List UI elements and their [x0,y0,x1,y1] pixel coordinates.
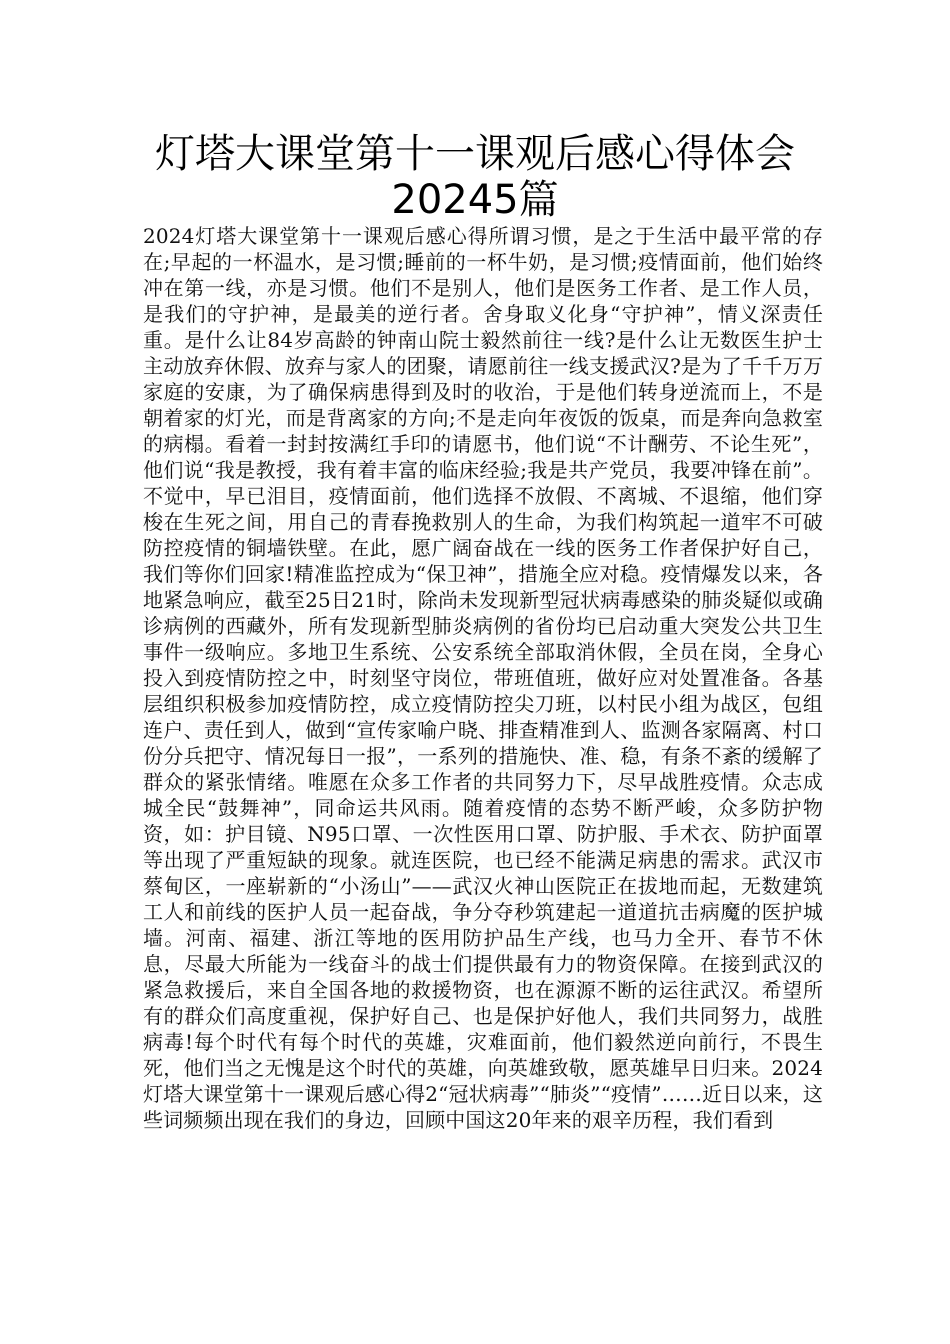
document-body-paragraph: 2024灯塔大课堂第十一课观后感心得所谓习惯，是之于生活中最平常的存在;早起的一杯温水，是习惯;睡前的一杯牛奶，是习惯;疫情面前，他们始终冲在第一线，亦是习惯。他们不是别人，他们是医务工作者、是工作人员，是我们的守护神，是最美的逆行者。舍身取义化身“守护神”，情义深责任重。是什么让84岁高龄的钟南山院士毅然前往一线?是什么让无数医生护士主动放弃休假、放弃与家人的团聚，请愿前往一线支援武汉?是为了千千万万家庭的安康，为了确保病患得到及时的收治，于是他们转身逆流而上，不是朝着家的灯光，而是背离家的方向;不是走向年夜饭的饭桌，而是奔向急救室的病榻。看着一封封按满红手印的请愿书，他们说“不计酬劳、不论生死”，他们说“我是教授，我有着丰富的临床经验;我是共产党员，我要冲锋在前”。不觉中，早已泪目，疫情面前，他们选择不放假、不离城、不退缩，他们穿梭在生死之间，用自己的青春挽救别人的生命，为我们构筑起一道牢不可破防控疫情的铜墙铁壁。在此，愿广阔奋战在一线的医务工作者保护好自己，我们等你们回家!精准监控成为“保卫神”，措施全应对稳。疫情爆发以来，各地紧急响应，截至25日21时，除尚未发现新型冠状病毒感染的肺炎疑似或确诊病例的西藏外，所有发现新型肺炎病例的省份均已启动重大突发公共卫生事件一级响应。多地卫生系统、公安系统全部取消休假，全员在岗，全身心投入到疫情防控之中，时刻坚守岗位，带班值班，做好应对处置准备。各基层组织积极参加疫情防控，成立疫情防控尖刀班，以村民小组为战区，包组连户、责任到人，做到“宣传家喻户晓、排查精准到人、监测各家隔离、村口份分兵把守、情况每日一报”，一系列的措施快、准、稳，有条不紊的缓解了群众的紧张情绪。唯愿在众多工作者的共同努力下，尽早战胜疫情。众志成城全民“鼓舞神”，同命运共风雨。随着疫情的态势不断严峻，众多防护物资，如：护目镜、N95口罩、一次性医用口罩、防护服、手术衣、防护面罩等出现了严重短缺的现象。就连医院，也已经不能满足病患的需求。武汉市蔡甸区，一座崭新的“小汤山”——武汉火神山医院正在拔地而起，无数建筑工人和前线的医护人员一起奋战，争分夺秒筑建起一道道抗击病魔的医护城墙。河南、福建、浙江等地的医用防护品生产线，也马力全开、春节不休息，尽最大所能为一线奋斗的战士们提供最有力的物资保障。在接到武汉的紧急救援后，来自全国各地的救援物资，也在源源不断的运往武汉。希望所有的群众们高度重视，保护好自己、也是保护好他人，我们共同努力，战胜病毒!每个时代有每个时代的英雄，灾难面前，他们毅然逆向前行，不畏生死，他们当之无愧是这个时代的英雄，向英雄致敬，愿英雄早日归来。2024灯塔大课堂第十一课观后感心得2“冠状病毒”“肺炎”“疫情”……近日以来，这些词频频出现在我们的身边，回顾中国这20年来的艰辛历程，我们看到 [143,224,823,1132]
document-title-line-1: 灯塔大课堂第十一课观后感心得体会 [155,131,795,177]
document-title-line-2: 20245篇 [391,177,559,223]
